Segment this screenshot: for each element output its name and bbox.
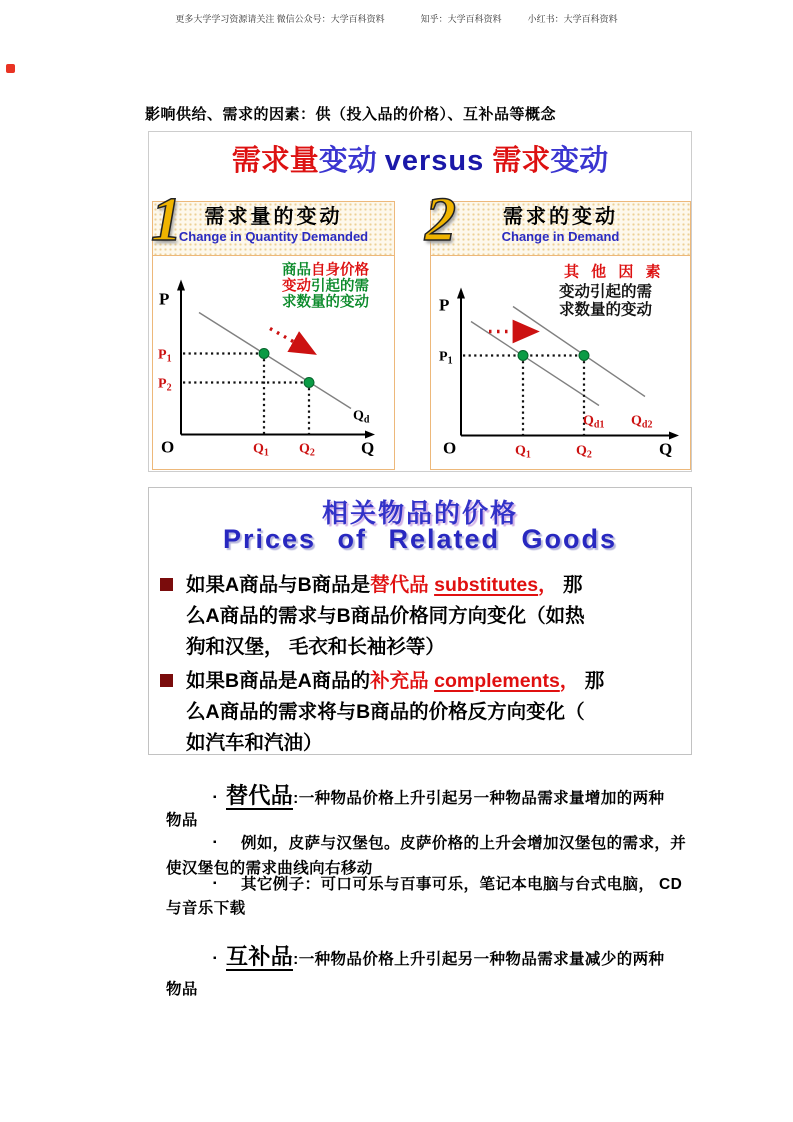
bullet-complements [186, 666, 688, 759]
label-Q: Q [659, 439, 673, 459]
slide1-title-seg5: 变动 [550, 145, 609, 177]
svg-text:求数量的变动: 求数量的变动 [559, 301, 653, 319]
small-square-bullet-icon: ▪ [213, 837, 217, 848]
svg-text:商品自身价格: 商品自身价格 [282, 262, 369, 279]
graph2-annotation [559, 263, 665, 319]
y-axis-arrow [457, 288, 465, 299]
svg-text:变动引起的需: 变动引起的需 [559, 283, 653, 301]
svg-text:变动引起的需: 变动引起的需 [282, 278, 369, 295]
term-substitutes: 替代品 [225, 783, 294, 808]
dotted-guides [183, 354, 309, 435]
red-dot-marker [6, 64, 15, 73]
square-bullet-icon [160, 674, 173, 687]
label-Q2: $Q_2$ [299, 441, 315, 459]
header-xiaohongshu: 小红书：大学百科资料 [527, 14, 618, 24]
slide1-title-seg1: 需求量 [231, 145, 319, 177]
slide2-title-cn: 相关物品的价格 [321, 498, 518, 528]
label-Q2: $Q_2$ [576, 443, 592, 461]
gold-numeral-2: 2 [425, 186, 456, 254]
bullet-substitutes [186, 570, 688, 663]
label-Q1: $Q_1$ [515, 443, 531, 461]
header-wechat: 更多大学学习资源请关注 微信公众号：大学百科资料 [175, 14, 385, 24]
body-complements-def-line1: ▪ 互补品:一种物品价格上升引起另一种物品需求量减少的两种 [213, 944, 665, 969]
svg-text:求数量的变动: 求数量的变动 [282, 294, 369, 311]
panel1-title-en: Change in Quantity Demanded [178, 229, 369, 244]
panel-quantity-demanded [151, 186, 395, 470]
label-Qd2: $Q_{d2}$ [631, 413, 653, 431]
header-zhihu: 知乎：大学百科资料 [420, 14, 502, 24]
panel2-title-cn: 需求的变动 [503, 206, 618, 228]
bullet-substitutes-line1: 如果A商品与B商品是替代品 substitutes， 那 [186, 574, 583, 596]
body-example-pizza-line1: ▪ 例如，皮萨与汉堡包。皮萨价格的上升会增加汉堡包的需求，并 [213, 835, 687, 852]
label-P1: $P_1$ [439, 349, 453, 367]
doc-heading: 影响供给、需求的因素：供（投入品的价格）、互补品等概念 [145, 106, 557, 123]
demand-curve [199, 313, 351, 409]
slide1-title [149, 138, 691, 179]
point-1 [259, 349, 269, 359]
square-bullet-icon [160, 578, 173, 591]
body-example-pizza-line2: 使汉堡包的需求曲线向右移动 [166, 860, 373, 877]
small-square-bullet-icon: ▪ [213, 792, 217, 803]
body-substitutes-def-line1: ▪ 替代品:一种物品价格上升引起另一种物品需求量增加的两种 [213, 783, 665, 808]
dotted-guides [463, 356, 584, 436]
y-axis-arrow [177, 280, 185, 291]
bullet-substitutes-line2: 么A商品的需求与B商品价格同方向变化（如热 [186, 605, 585, 627]
graph-demand-change [431, 252, 690, 469]
body-complements-def-line2: 物品 [166, 981, 198, 998]
point-2 [579, 351, 589, 361]
body-other-examples-line2: 与音乐下载 [166, 900, 246, 917]
page-header [0, 12, 793, 25]
body-other-examples-line1: ▪ 其它例子：可口可乐与百事可乐，笔记本电脑与台式电脑， CD [213, 876, 683, 893]
panel2-title-en: Change in Demand [501, 229, 620, 244]
svg-text:其 他 因 素: 其 他 因 素 [564, 263, 665, 281]
slide-related-goods [148, 487, 692, 755]
graph1-annotation [282, 261, 369, 311]
shift-arrow [270, 329, 311, 352]
label-O: O [161, 437, 175, 457]
term-complements: 互补品 [225, 944, 294, 969]
graph-quantity-change [153, 252, 394, 469]
label-Qd1: $Q_{d1}$ [583, 413, 605, 431]
point-1 [518, 351, 528, 361]
graph1-svg [153, 252, 394, 469]
slide2-title-en: Prices of Related Goods [222, 524, 618, 554]
slide1-title-versus: versus [384, 145, 485, 177]
x-axis-arrow [669, 432, 679, 440]
body-substitutes-def-line2: 物品 [166, 812, 198, 829]
panel2-header [431, 202, 690, 256]
bullet-substitutes-line3: 狗和汉堡， 毛衣和长袖衫等） [186, 636, 445, 658]
demand-curve-2 [513, 307, 645, 397]
label-P2: $P_2$ [158, 376, 172, 394]
label-Q1: $Q_1$ [253, 441, 269, 459]
bullet-complements-line2: 么A商品的需求将与B商品的价格反方向变化（ [186, 701, 585, 723]
x-axis-arrow [365, 431, 375, 439]
point-2 [304, 378, 314, 388]
label-P1: $P_1$ [158, 347, 172, 365]
slide1-title-seg4: 需求 [492, 145, 551, 177]
small-square-bullet-icon: ▪ [213, 878, 217, 889]
small-square-bullet-icon: ▪ [213, 953, 217, 964]
label-Qd: $Q_d$ [353, 408, 370, 426]
slide-demand-change [148, 131, 692, 472]
panel1-header [153, 202, 394, 256]
demand-curve-1 [471, 322, 599, 406]
graph2-svg [431, 252, 690, 469]
panel1-title-cn: 需求量的变动 [204, 206, 343, 228]
label-P: P [159, 289, 170, 309]
panel-demand [425, 186, 691, 470]
bullet-complements-line3: 如汽车和汽油） [186, 732, 323, 754]
slide1-title-seg2: 变动 [318, 145, 377, 177]
label-Q: Q [361, 438, 375, 458]
bullet-complements-line1: 如果B商品是A商品的补充品 complements， 那 [186, 670, 605, 692]
label-O: O [443, 438, 457, 458]
gold-numeral-1: 1 [151, 186, 182, 254]
label-P: P [439, 295, 450, 315]
